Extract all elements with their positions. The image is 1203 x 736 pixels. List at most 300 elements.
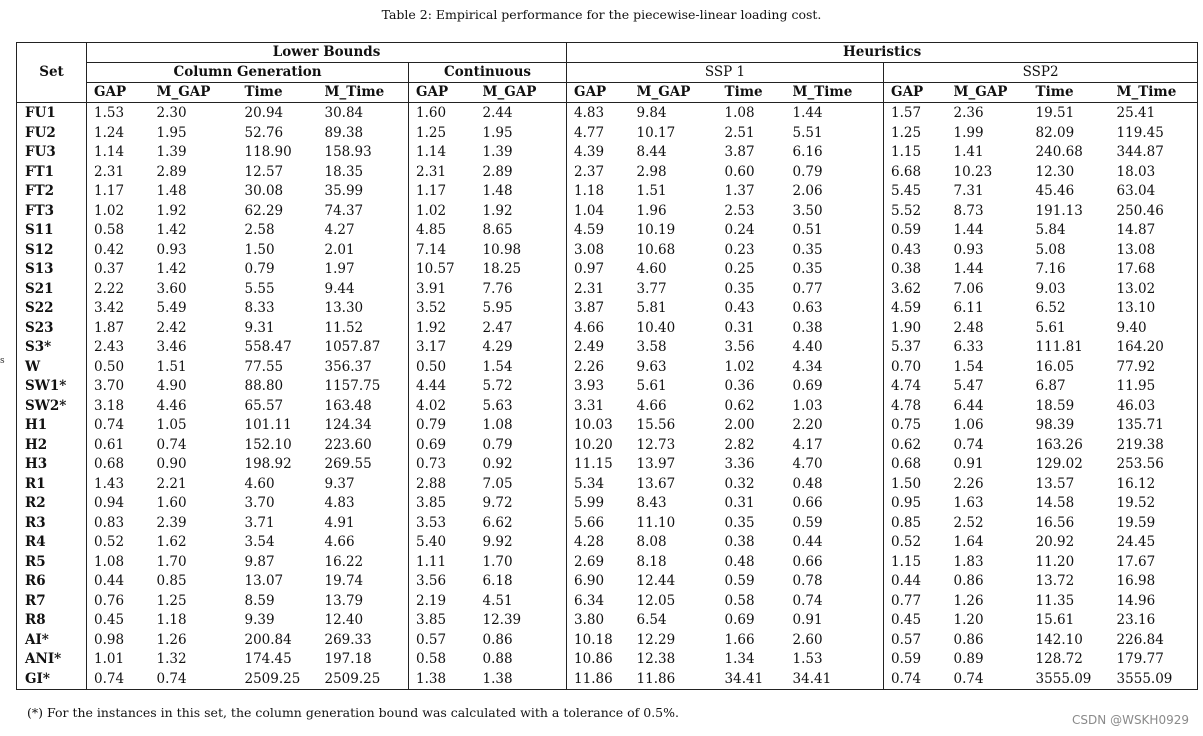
header-ssp2: SSP2 [884,63,1198,83]
set-name-cell: R5 [17,553,87,573]
value-cell: 10.23 [953,163,993,180]
value-cell: 13.08 [1110,241,1198,261]
value-cell: 6.16 [786,143,884,163]
value-cell: 269.55 [318,455,409,475]
table-row [17,494,1198,514]
value-cell: 2.89 [156,163,187,180]
column-header: Time [238,83,318,103]
value-cell: 0.74 [150,670,238,690]
value-cell: 19.51 [1035,105,1075,121]
set-name-cell: S22 [17,299,87,319]
value-cell: 1.02 [416,202,447,219]
value-cell: 4.91 [318,514,409,534]
value-cell: 3.70 [94,378,125,394]
value-cell: 0.73 [416,456,447,472]
column-header: M_GAP [476,83,567,103]
value-cell: 98.39 [1035,417,1075,433]
value-cell: 1.64 [953,534,984,550]
value-cell: 240.68 [1035,144,1083,160]
value-cell: 5.52 [891,202,922,219]
value-cell: 19.74 [318,572,409,592]
value-cell: 1.05 [156,417,187,433]
value-cell: 5.45 [891,183,922,199]
value-cell: 6.54 [636,612,667,628]
value-cell: 0.35 [724,280,755,297]
value-cell: 0.91 [953,456,984,472]
value-cell: 23.16 [1110,611,1198,631]
value-cell: 0.92 [476,455,567,475]
value-cell: 1.37 [724,183,755,199]
value-cell: 3.60 [156,280,187,297]
value-cell: 9.31 [244,319,275,336]
value-cell: 1.02 [724,358,755,375]
value-cell: 174.45 [244,651,292,667]
value-cell: 226.84 [1110,631,1198,651]
value-cell: 5.95 [476,299,567,319]
watermark: CSDN @WSKH0929 [1072,713,1189,727]
value-cell: 0.45 [94,612,125,628]
value-cell: 77.55 [244,358,284,375]
value-cell: 0.74 [94,417,125,433]
value-cell: 0.57 [891,631,922,648]
value-cell: 0.60 [724,163,755,180]
value-cell: 2.51 [724,124,755,141]
value-cell: 4.70 [786,455,884,475]
value-cell: 9.87 [244,553,275,570]
value-cell: 62.29 [244,202,284,219]
value-cell: 5.08 [1035,241,1066,258]
set-name-cell: S11 [17,221,87,241]
value-cell: 11.86 [567,670,630,690]
value-cell: 0.52 [891,534,922,550]
value-cell: 0.83 [94,514,125,531]
value-cell: 74.37 [318,202,409,222]
value-cell: 0.74 [884,670,947,690]
value-cell: 219.38 [1110,436,1198,456]
value-cell: 46.03 [1110,397,1198,417]
table-row [17,377,1198,397]
table-row [17,592,1198,612]
value-cell: 13.02 [1110,280,1198,300]
set-name-cell: H2 [17,436,87,456]
value-cell: 6.34 [574,592,605,609]
value-cell: 1.63 [953,495,984,511]
value-cell: 8.43 [636,495,667,511]
value-cell: 0.59 [786,514,884,534]
value-cell: 163.26 [1035,436,1083,453]
set-name-cell: R7 [17,592,87,612]
value-cell: 2.26 [953,475,984,492]
value-cell: 4.46 [156,397,187,414]
value-cell: 1.18 [156,612,187,628]
value-cell: 1.99 [953,124,984,141]
value-cell: 142.10 [1035,631,1083,648]
value-cell: 4.60 [244,475,275,492]
column-header: GAP [567,83,630,103]
value-cell: 2.20 [786,416,884,436]
value-cell: 1.34 [724,651,755,667]
value-cell: 0.38 [724,534,755,550]
value-cell: 0.88 [476,650,567,670]
value-cell: 3.17 [416,339,447,355]
value-cell: 0.97 [574,261,605,277]
value-cell: 4.77 [574,124,605,141]
set-name-cell: FU3 [17,143,87,163]
value-cell: 1157.75 [318,377,409,397]
value-cell: 0.85 [891,514,922,531]
value-cell: 3.58 [636,339,667,355]
value-cell: 3.56 [724,339,755,355]
value-cell: 63.04 [1110,182,1198,202]
value-cell: 3.93 [574,378,605,394]
value-cell: 1.96 [636,202,667,219]
value-cell: 0.57 [416,631,447,648]
value-cell: 3.70 [244,495,275,511]
value-cell: 253.56 [1110,455,1198,475]
set-name-cell: FT1 [17,163,87,183]
value-cell: 7.16 [1035,261,1066,277]
value-cell: 13.67 [636,475,676,492]
value-cell: 6.90 [574,573,605,589]
value-cell: 1.53 [94,105,125,121]
table-caption: Table 2: Empirical performance for the piecewise-linear loading cost. [381,7,822,22]
value-cell: 7.31 [953,183,984,199]
value-cell: 4.66 [318,533,409,553]
value-cell: 0.95 [891,495,922,511]
value-cell: 8.73 [953,202,984,219]
value-cell: 1.08 [476,416,567,436]
value-cell: 17.68 [1110,260,1198,280]
value-cell: 1.60 [156,495,187,511]
column-header: GAP [409,83,476,103]
value-cell: 2.39 [156,514,187,531]
value-cell: 4.17 [786,436,884,456]
value-cell: 9.84 [636,105,667,121]
value-cell: 3.18 [94,397,125,414]
value-cell: 0.68 [891,456,922,472]
value-cell: 3.87 [724,144,755,160]
value-cell: 12.38 [636,651,676,667]
value-cell: 191.13 [1035,202,1083,219]
value-cell: 11.52 [318,319,409,339]
value-cell: 1.83 [953,553,984,570]
value-cell: 1.38 [476,670,567,690]
set-name-cell: W [17,358,87,378]
value-cell: 1.14 [94,144,125,160]
column-header: M_GAP [150,83,238,103]
value-cell: 0.43 [891,241,922,258]
value-cell: 7.76 [476,280,567,300]
value-cell: 5.49 [156,300,187,316]
value-cell: 2.89 [476,163,567,183]
table-row [17,124,1198,144]
value-cell: 1.87 [94,319,125,336]
value-cell: 10.18 [574,631,613,648]
table-row [17,241,1198,261]
value-cell: 1.04 [574,202,605,219]
value-cell: 0.58 [724,592,755,609]
value-cell: 356.37 [318,358,409,378]
value-cell: 1.18 [574,183,605,199]
value-cell: 2.19 [416,592,447,609]
header-set: Set [17,43,87,103]
value-cell: 0.42 [94,241,125,258]
value-cell: 0.86 [476,631,567,651]
value-cell: 1.97 [318,260,409,280]
value-cell: 1.66 [724,631,755,648]
value-cell: 11.15 [574,456,613,472]
set-name-cell: FU1 [17,103,87,124]
value-cell: 3.53 [416,514,447,531]
value-cell: 2.31 [94,163,125,180]
value-cell: 10.03 [574,417,613,433]
set-name-cell: R6 [17,572,87,592]
value-cell: 11.35 [1035,592,1075,609]
value-cell: 1.17 [416,183,447,199]
value-cell: 2.47 [476,319,567,339]
value-cell: 19.52 [1110,494,1198,514]
set-name-cell: H1 [17,416,87,436]
value-cell: 12.30 [1035,163,1075,180]
value-cell: 0.44 [891,573,922,589]
value-cell: 1.50 [244,241,275,258]
set-name-cell: R2 [17,494,87,514]
value-cell: 0.25 [724,261,755,277]
value-cell: 2.82 [724,436,755,453]
value-cell: 4.44 [416,378,447,394]
value-cell: 1.51 [156,358,187,375]
value-cell: 1.39 [156,144,187,160]
value-cell: 129.02 [1035,456,1083,472]
table-row [17,436,1198,456]
value-cell: 3.36 [724,456,755,472]
value-cell: 1.24 [94,124,125,141]
value-cell: 2.36 [953,105,984,121]
value-cell: 198.92 [244,456,292,472]
value-cell: 13.30 [318,299,409,319]
value-cell: 1.90 [891,319,922,336]
value-cell: 1.48 [476,182,567,202]
set-name-cell: S3* [17,338,87,358]
value-cell: 0.63 [786,299,884,319]
value-cell: 9.44 [318,280,409,300]
value-cell: 2.49 [574,339,605,355]
table-row [17,202,1198,222]
value-cell: 18.03 [1110,163,1198,183]
table-row [17,182,1198,202]
value-cell: 13.79 [318,592,409,612]
value-cell: 1.41 [953,144,984,160]
column-header: M_GAP [630,83,718,103]
value-cell: 0.35 [786,260,884,280]
set-name-cell: S21 [17,280,87,300]
value-cell: 3.42 [94,300,125,316]
value-cell: 2.22 [94,280,125,297]
value-cell: 6.11 [953,300,984,316]
value-cell: 12.40 [318,611,409,631]
value-cell: 1.08 [94,553,125,570]
value-cell: 0.32 [724,475,755,492]
value-cell: 5.55 [244,280,275,297]
value-cell: 0.90 [156,456,187,472]
value-cell: 0.91 [786,611,884,631]
value-cell: 5.63 [476,397,567,417]
value-cell: 223.60 [318,436,409,456]
value-cell: 0.94 [94,495,125,511]
value-cell: 118.90 [244,144,292,160]
value-cell: 0.93 [156,241,187,258]
value-cell: 12.05 [636,592,676,609]
value-cell: 4.83 [318,494,409,514]
value-cell: 5.66 [574,514,605,531]
value-cell: 4.60 [636,261,667,277]
value-cell: 0.70 [891,358,922,375]
value-cell: 2.88 [416,475,447,492]
value-cell: 10.98 [476,241,567,261]
value-cell: 5.84 [1035,222,1066,238]
value-cell: 1.95 [476,124,567,144]
table-row [17,611,1198,631]
value-cell: 1.62 [156,534,187,550]
value-cell: 5.81 [636,300,667,316]
value-cell: 0.79 [244,261,275,277]
value-cell: 1.25 [416,124,447,141]
value-cell: 3555.09 [1029,670,1110,690]
value-cell: 20.94 [244,105,284,121]
value-cell: 12.39 [476,611,567,631]
value-cell: 5.72 [476,377,567,397]
value-cell: 3.50 [786,202,884,222]
value-cell: 5.61 [636,378,667,394]
value-cell: 10.20 [574,436,613,453]
value-cell: 4.29 [476,338,567,358]
value-cell: 1.06 [953,417,984,433]
value-cell: 0.66 [786,553,884,573]
value-cell: 4.39 [574,144,605,160]
value-cell: 3.80 [574,612,605,628]
value-cell: 0.38 [891,261,922,277]
value-cell: 2.31 [416,163,447,180]
value-cell: 0.79 [476,436,567,456]
value-cell: 4.59 [574,222,605,238]
value-cell: 13.72 [1035,573,1075,589]
value-cell: 3.46 [156,339,187,355]
margin-mark: s [0,356,5,366]
value-cell: 0.77 [891,592,922,609]
value-cell: 7.06 [953,280,984,297]
value-cell: 135.71 [1110,416,1198,436]
table-row [17,103,1198,124]
value-cell: 30.84 [318,103,409,124]
value-cell: 1.92 [156,202,187,219]
value-cell: 0.61 [94,436,125,453]
value-cell: 0.86 [953,573,984,589]
value-cell: 2.26 [574,358,605,375]
value-cell: 0.31 [724,319,755,336]
table-body [17,103,1198,690]
value-cell: 164.20 [1110,338,1198,358]
value-cell: 30.08 [244,183,284,199]
value-cell: 5.37 [891,339,922,355]
value-cell: 4.02 [416,397,447,414]
footnote: (*) For the instances in this set, the column generation bound was calculated with a tolerance of 0.5%. [27,705,679,720]
table-row [17,299,1198,319]
value-cell: 8.18 [636,553,667,570]
value-cell: 0.58 [94,222,125,238]
value-cell: 3.56 [416,573,447,589]
value-cell: 0.58 [416,651,447,667]
value-cell: 9.63 [636,358,667,375]
header-ssp1: SSP 1 [567,63,884,83]
value-cell: 1.50 [891,475,922,492]
value-cell: 0.74 [156,436,187,453]
value-cell: 89.38 [318,124,409,144]
value-cell: 1.70 [156,553,187,570]
value-cell: 10.40 [636,319,676,336]
value-cell: 2.01 [318,241,409,261]
value-cell: 2.00 [724,417,755,433]
value-cell: 0.45 [891,612,922,628]
value-cell: 14.96 [1110,592,1198,612]
value-cell: 2.06 [786,182,884,202]
value-cell: 1.92 [416,319,447,336]
value-cell: 2.48 [953,319,984,336]
value-cell: 163.48 [318,397,409,417]
value-cell: 3.71 [244,514,275,531]
table-row [17,221,1198,241]
value-cell: 5.34 [574,475,605,492]
value-cell: 1.42 [156,222,187,238]
table-row [17,455,1198,475]
value-cell: 15.61 [1035,612,1075,628]
value-cell: 0.62 [891,436,922,453]
table-row [17,553,1198,573]
value-cell: 1.44 [953,261,984,277]
value-cell: 6.44 [953,397,984,414]
value-cell: 11.20 [1035,553,1075,570]
set-name-cell: GI* [17,670,87,690]
value-cell: 6.87 [1035,378,1066,394]
column-header: M_Time [318,83,409,103]
value-cell: 4.74 [891,378,922,394]
set-name-cell: S13 [17,260,87,280]
value-cell: 0.37 [94,261,125,277]
value-cell: 1.48 [156,183,187,199]
value-cell: 0.43 [724,300,755,316]
value-cell: 2.98 [636,163,667,180]
value-cell: 2.30 [156,105,187,121]
value-cell: 1.43 [94,475,125,492]
value-cell: 8.65 [476,221,567,241]
value-cell: 2.43 [94,339,125,355]
value-cell: 3555.09 [1110,670,1198,690]
value-cell: 17.67 [1110,553,1198,573]
value-cell: 8.44 [636,144,667,160]
value-cell: 0.59 [724,573,755,589]
value-cell: 1.57 [891,105,922,121]
value-cell: 4.34 [786,358,884,378]
table-row [17,475,1198,495]
value-cell: 65.57 [244,397,284,414]
header-continuous: Continuous [409,63,567,83]
value-cell: 3.85 [416,495,447,511]
value-cell: 9.03 [1035,280,1066,297]
value-cell: 4.66 [574,319,605,336]
value-cell: 1.25 [891,124,922,141]
value-cell: 1.42 [156,261,187,277]
table-row [17,260,1198,280]
value-cell: 24.45 [1110,533,1198,553]
